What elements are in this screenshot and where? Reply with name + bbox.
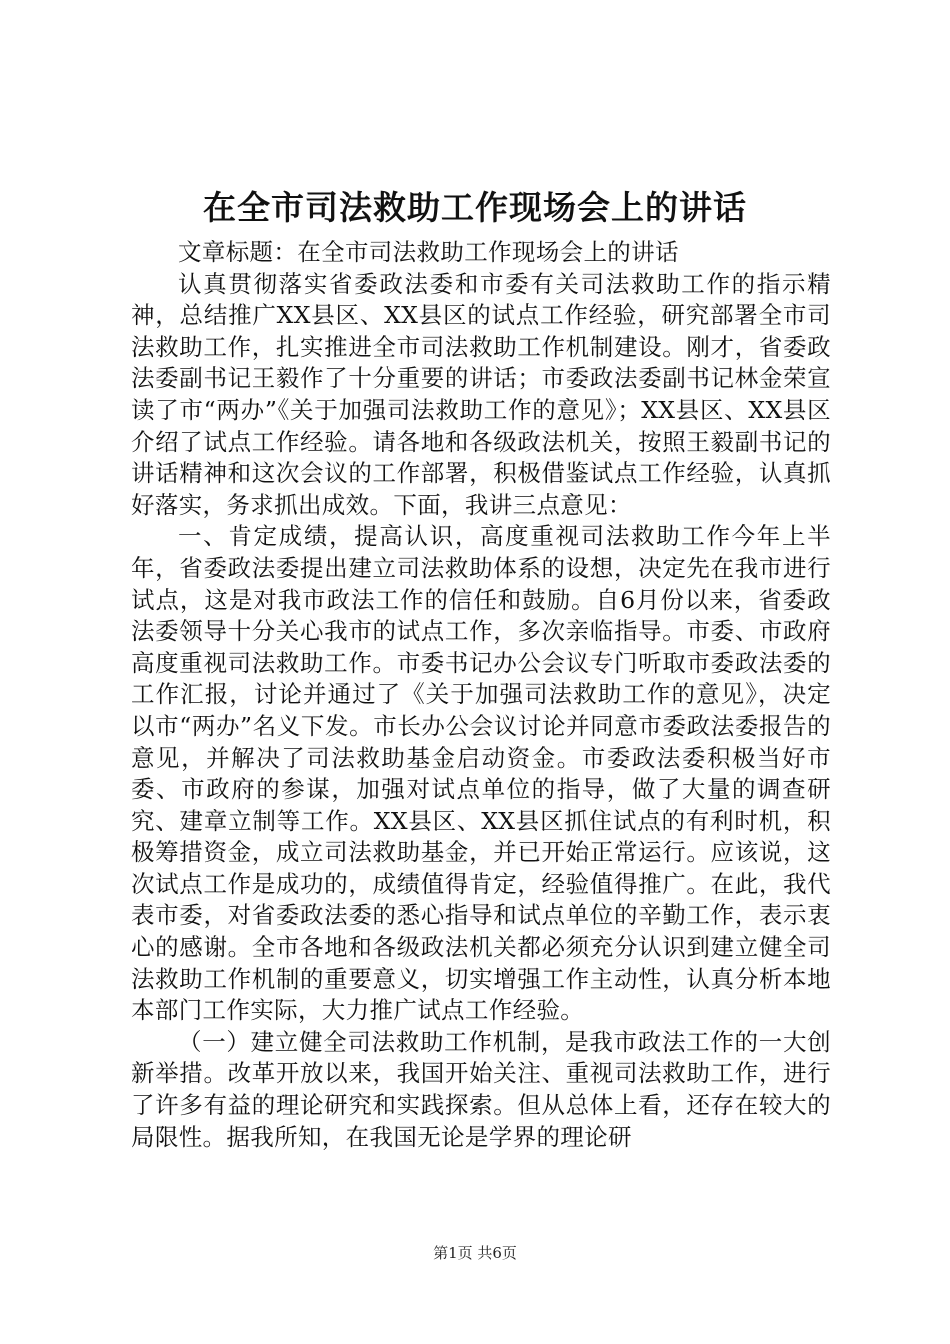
document-body bbox=[131, 237, 831, 1153]
article-title-line: 文章标题：在全市司法救助工作现场会上的讲话 bbox=[178, 238, 679, 266]
intro-paragraph: 认真贯彻落实省委政法委和市委有关司法救助工作的指示精神，总结推广XX县区、XX县区的试点工作经验，研究部署全市司法救助工作，扎实推进全市司法救助工作机制建设。刚才，省委政法委副书记王毅作了十分重要的讲话；市委政法委副书记林金荣宣读了市“两办”《关于加强司法救助工作的意见》；XX县区、XX县区介绍了试点工作经验。请各地和各级政法机关，按照王毅副书记的讲话精神和这次会议的工作部署，积极借鉴试点工作经验，认真抓好落实，务求抓出成效。下面，我讲三点意见： bbox=[131, 269, 831, 519]
document-title: 在全市司法救助工作现场会上的讲话 bbox=[203, 188, 747, 227]
section-one-paragraph: 一、肯定成绩，提高认识，高度重视司法救助工作今年上半年，省委政法委提出建立司法救助体系的设想，决定先在我市进行试点，这是对我市政法工作的信任和鼓励。自6月份以来，省委政法委领导十分关心我市的试点工作，多次亲临指导。市委、市政府高度重视司法救助工作。市委书记办公会议专门听取市委政法委的工作汇报，讨论并通过了《关于加强司法救助工作的意见》，决定以市“两办”名义下发。市长办公会议讨论并同意市委政法委报告的意见，并解决了司法救助基金启动资金。市委政法委积极当好市委、市政府的参谋，加强对试点单位的指导，做了大量的调查研究、建章立制等工作。XX县区、XX县区抓住试点的有利时机，积极筹措资金，成立司法救助基金，并已开始正常运行。应该说，这次试点工作是成功的，成绩值得肯定，经验值得推广。在此，我代表市委，对省委政法委的悉心指导和试点单位的辛勤工作，表示衷心的感谢。全市各地和各级政法机关都必须充分认识到建立健全司法救助工作机制的重要意义，切实增强工作主动性，认真分析本地本部门工作实际，大力推广试点工作经验。 bbox=[131, 522, 831, 1025]
page-number-footer: 第1页 共6页 bbox=[433, 1244, 517, 1262]
subsection-one-paragraph: （一）建立健全司法救助工作机制，是我市政法工作的一大创新举措。改革开放以来，我国开始关注、重视司法救助工作，进行了许多有益的理论研究和实践探索。但从总体上看，还存在较大的局限性。据我所知，在我国无论是学界的理论研 bbox=[131, 1027, 831, 1151]
